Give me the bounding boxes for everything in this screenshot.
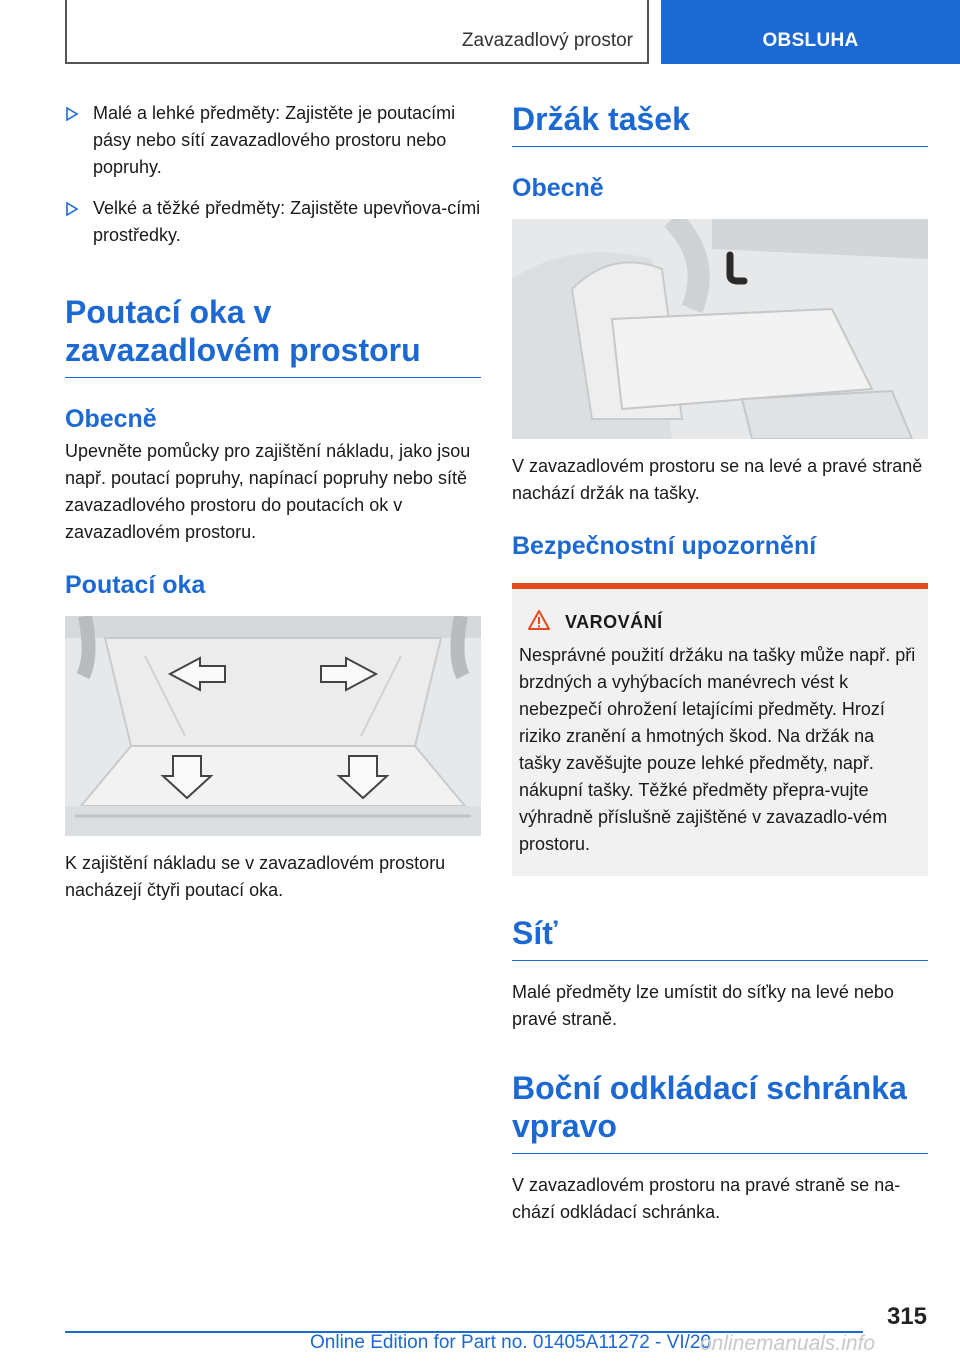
warning-triangle-icon bbox=[527, 609, 551, 636]
section-tab[interactable]: OBSLUHA bbox=[661, 0, 960, 64]
section-text: Upevněte pomůcky pro zajištění nákladu, jako jsou např. poutací popruhy, napínací popruhy nebo sítě zavazadlového prostoru do poutacích ok v zavazadlovém prostoru. bbox=[65, 441, 471, 542]
bag-hook-illustration bbox=[512, 219, 928, 439]
section-text: Malé předměty lze umístit do síťky na levé nebo pravé straně. bbox=[512, 982, 894, 1029]
section-title-lashing-eyes: Poutací oka v zavazadlovém prostoru bbox=[65, 293, 481, 378]
warning-header bbox=[519, 609, 918, 636]
list-item bbox=[65, 195, 481, 249]
header-chapter-box bbox=[65, 0, 649, 64]
page-number: 315 bbox=[886, 1303, 927, 1330]
subsection-title-safety: Bezpečnostní upozornění bbox=[512, 532, 817, 560]
section-text: V zavazadlovém prostoru na pravé straně se na‐chází odkládací schránka. bbox=[512, 1175, 901, 1222]
warning-text: Nesprávné použití držáku na tašky může např. při brzdných a vyhýbacích manévrech vést k nebezpečí ohrožení letajícími předměty. Hrozí riziko zranění a hmotných škod. Na držák na tašky zavěšujte pouze lehké předměty, např. nákupní tašky. Těžké předměty přepra‐vujte výhradně příslušně zajištěné v zavazadlo‐vém prostoru. bbox=[519, 645, 916, 854]
warning-title: VAROVÁNÍ bbox=[565, 612, 663, 632]
subsection-title-lashing-eyes: Poutací oka bbox=[65, 571, 206, 599]
right-column bbox=[512, 100, 928, 1226]
figure-caption: K zajištění nákladu se v zavazadlovém prostoru nacházejí čtyři poutací oka. bbox=[65, 853, 446, 900]
chapter-title: Zavazadlový prostor bbox=[461, 30, 633, 51]
subsection-title-general: Obecně bbox=[512, 174, 604, 202]
section-title-side-box: Boční odkládací schránka vpravo bbox=[512, 1069, 928, 1154]
trunk-lashing-eyes-illustration bbox=[65, 616, 481, 836]
triangle-right-outline-icon bbox=[65, 100, 79, 131]
bullet-text: Malé a lehké předměty: Zajistěte je poutacími pásy nebo sítí zavazadlového prostoru nebo popruhy. bbox=[93, 103, 456, 177]
triangle-right-outline-icon bbox=[65, 195, 79, 226]
footer-edition: Online Edition for Part no. 01405A11272 - VI/20 bbox=[310, 1332, 712, 1353]
section-title-net: Síť bbox=[512, 914, 928, 961]
footer-watermark: onlinemanuals.info bbox=[700, 1332, 876, 1355]
left-column bbox=[65, 100, 481, 904]
figure-caption: V zavazadlovém prostoru se na levé a pravé straně nachází držák na tašky. bbox=[512, 456, 923, 503]
section-title-bag-hook: Držák tašek bbox=[512, 100, 928, 147]
bullet-text: Velké a těžké předměty: Zajistěte upevňova‐cími prostředky. bbox=[93, 198, 481, 245]
subsection-title-general: Obecně bbox=[65, 405, 157, 433]
list-item bbox=[65, 100, 481, 181]
warning-box bbox=[512, 583, 928, 876]
